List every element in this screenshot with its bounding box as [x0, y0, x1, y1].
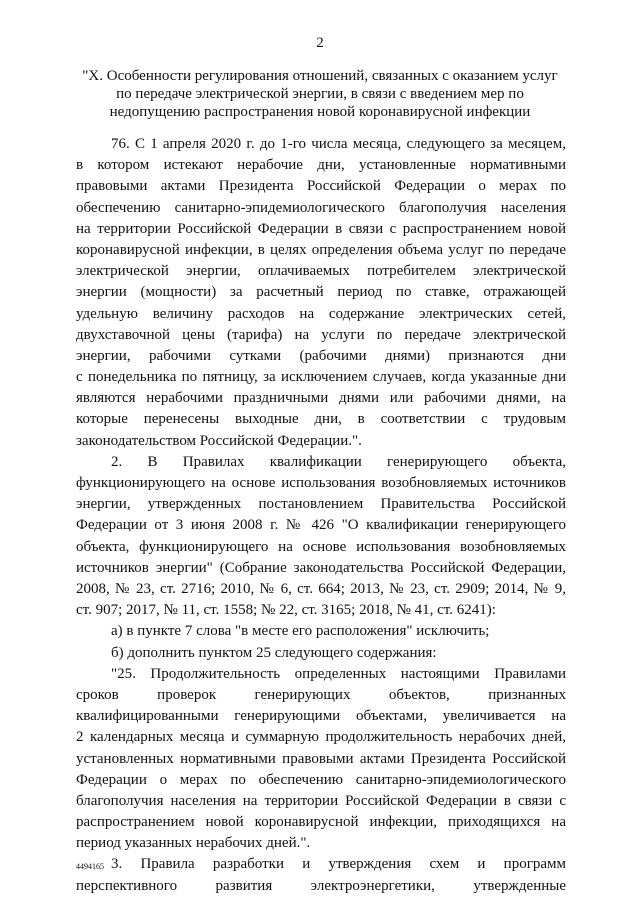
text-line: источников энергии" (Собрание законодательства Российской Федерации, [76, 559, 566, 576]
text-line: 2008, № 23, ст. 2716; 2010, № 6, ст. 664; 2013, № 23, ст. 2909; 2014, № 9, [76, 580, 566, 597]
heading-line: "X. Особенности регулирования отношений, связанных с оказанием услуг [82, 68, 558, 84]
text-line: энергии, утвержденных постановлением Правительства Российской [76, 496, 566, 513]
text-line: коронавирусной инфекции, в целях определения объема услуг по передаче [76, 241, 566, 258]
text-line: двухставочной цены (тарифа) на услуги по передаче электрической [76, 326, 566, 343]
text-line: Федерации от 3 июня 2008 г. № 426 "О квалификации генерирующего [76, 517, 566, 534]
text-line: энергии (мощности) за расчетный период по ставке, отражающей [76, 284, 566, 301]
text-line: с понедельника по пятницу, за исключением случаев, когда указанные дни [76, 369, 566, 386]
text-line: электрической энергии, оплачиваемых потребителем электрической [76, 263, 566, 280]
text-line: перспективного развития электроэнергетики, утвержденные [76, 877, 566, 894]
text-line: установленных нормативными правовыми актами Президента Российской [76, 750, 566, 767]
text-line: сроков проверок генерирующих объектов, признанных [76, 686, 566, 703]
text-line: в котором истекают нерабочие дни, установленные нормативными [76, 157, 566, 174]
text-line: "25. Продолжительность определенных настоящими Правилами [111, 665, 566, 682]
text-line: на территории Российской Федерации в связи с распространением новой [76, 220, 566, 237]
text-line: б) дополнить пунктом 25 следующего содержания: [111, 644, 437, 661]
text-line: а) в пункте 7 слова "в месте его расположения" исключить; [111, 623, 490, 640]
section-heading [70, 67, 570, 121]
text-line: являются нерабочими праздничными днями или рабочими днями, на [76, 390, 566, 407]
heading-line: по передаче электрической энергии, в связи с введением мер по [116, 86, 524, 102]
text-line: распространением новой коронавирусной инфекции, приходящихся на [76, 814, 566, 831]
text-line: правовыми актами Президента Российской Федерации о мерах по [76, 178, 566, 195]
text-line: функционирующего на основе использования возобновляемых источников [76, 475, 566, 492]
text-line: период указанных нерабочих дней.". [76, 835, 311, 852]
text-line: благополучия населения на территории Российской Федерации в связи с [76, 792, 566, 809]
text-line: 2. В Правилах квалификации генерирующего объекта, [111, 453, 566, 470]
text-line: законодательством Российской Федерации.". [76, 432, 362, 449]
text-line: удельную величину расходов на содержание электрических сетей, [76, 305, 566, 322]
text-line: квалифицированными генерирующими объектами, увеличивается на [76, 708, 566, 725]
document-body [76, 134, 566, 897]
text-line: которые перенесены выходные дни, в соответствии с трудовым [76, 411, 566, 428]
text-line: объекта, функционирующего на основе использования возобновляемых [76, 538, 566, 555]
text-line: 3. Правила разработки и утверждения схем и программ [111, 856, 566, 873]
document-id: 4494165 [76, 862, 104, 871]
text-line: 2 календарных месяца и суммарную продолжительность нерабочих дней, [76, 729, 566, 746]
heading-line: недопущению распространения новой коронавирусной инфекции [109, 104, 531, 120]
text-line: 76. С 1 апреля 2020 г. до 1-го числа месяца, следующего за месяцем, [111, 136, 566, 152]
page-number: 2 [316, 35, 324, 51]
text-line: ст. 907; 2017, № 11, ст. 1558; № 22, ст. 3165; 2018, № 41, ст. 6241): [76, 602, 496, 619]
text-line: энергии, рабочими сутками (рабочими днями) признаются дни [76, 347, 566, 364]
text-line: обеспечению санитарно-эпидемиологического благополучия населения [76, 199, 566, 216]
text-line: Федерации о мерах по обеспечению санитарно-эпидемиологического [76, 771, 566, 788]
